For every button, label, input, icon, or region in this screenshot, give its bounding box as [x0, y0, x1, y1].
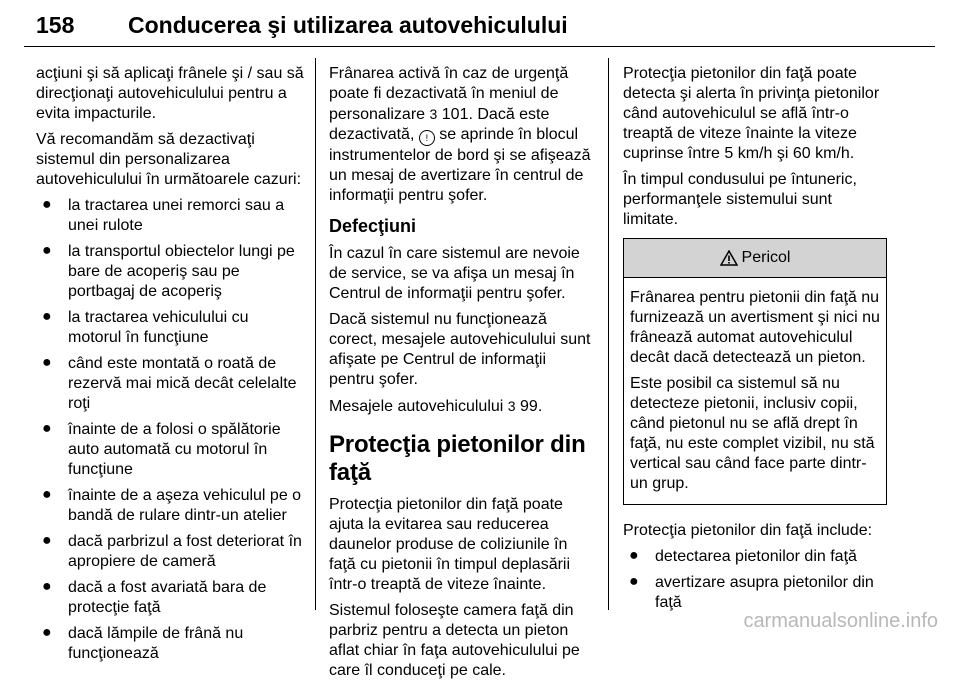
paragraph: Este posibil ca sistemul să nu detecteze pietonii, inclusiv copii, când pietonul nu se află drept în faţă, nu este complet vizibil, nu stă vertical sau când face parte dintr-un grup.	[630, 375, 875, 492]
page-header	[24, 6, 935, 47]
paragraph: Protecţia pietonilor din faţă poate ajuta la evitarea sau reducerea daunelor produse de coliziunile în faţă cu pietonii în timpul deplasării într-o treaptă de viteze înainte.	[329, 496, 571, 593]
danger-title: Pericol	[741, 249, 791, 266]
paragraph: Sistemul foloseşte camera faţă din parbriz pentru a detecta un pieton aflat chiar în faţa autovehiculului pe care îl conduceţi pe cale.	[329, 602, 580, 679]
paragraph: Protecţia pietonilor din faţă poate detecta şi alerta în privinţa pietonilor când autovehiculul se află într-o treaptă de viteze înainte la viteze cuprinse între 5 km/h şi 60 km/h.	[623, 65, 880, 162]
page-reference-icon: 3	[429, 106, 438, 122]
page-reference-icon: 3	[507, 398, 516, 414]
column-3	[623, 64, 887, 619]
page-title: Conducerea şi utilizarea autovehiculului	[128, 12, 568, 38]
list-item: ● înainte de a folosi o spălătorie auto automată cu motorul în funcţiune	[42, 420, 281, 478]
bullet-icon: ●	[42, 308, 52, 325]
paragraph: Frânarea pentru pietonii din faţă nu furnizează un avertisment şi nici nu frânează automat autovehiculul decât dacă detectează un pieton.	[630, 289, 880, 366]
bullet-icon: ●	[42, 486, 52, 503]
column-divider	[608, 58, 609, 610]
list-item: ● la tractarea unei remorci sau a unei rulote	[42, 196, 285, 234]
page-number: 158	[36, 12, 75, 38]
page-reference[interactable]: 99	[520, 398, 538, 415]
page-reference[interactable]: 101	[441, 106, 469, 123]
brake-warning-icon: !	[419, 130, 435, 146]
subheading-defecte: Defecţiuni	[329, 216, 417, 236]
bullet-icon: ●	[42, 532, 52, 549]
bullet-icon: ●	[42, 624, 52, 641]
bullet-list	[36, 196, 304, 664]
warning-triangle-icon	[720, 250, 738, 266]
bullet-list	[623, 547, 887, 613]
paragraph: Frânarea activă în caz de urgenţă poate fi dezactivată în meniul de personalizare 3 101. Dacă este dezactivată, ! se aprinde în blocul instrumentelor de bord şi se afişează un mesaj de avertizare în centrul de informaţii pentru şofer.	[329, 65, 591, 204]
bullet-icon: ●	[42, 242, 52, 259]
paragraph: Mesajele autovehiculului 3 99.	[329, 398, 543, 415]
list-item: ● la transportul obiectelor lungi pe bare de acoperiş sau pe portbagaj de acoperiş	[42, 242, 295, 300]
list-item: ● dacă parbrizul a fost deteriorat în apropiere de cameră	[42, 532, 302, 570]
bullet-icon: ●	[42, 196, 52, 213]
column-divider	[315, 58, 316, 610]
list-item: ● dacă lămpile de frână nu funcţionează	[42, 624, 244, 662]
danger-body	[624, 278, 886, 504]
paragraph: Dacă sistemul nu funcţionează corect, mesajele autovehiculului sunt afişate pe Centrul de informaţii pentru şofer.	[329, 311, 591, 388]
column-2	[329, 64, 591, 687]
list-item: ● dacă a fost avariată bara de protecţie faţă	[42, 578, 267, 616]
list-item: ● detectarea pietonilor din faţă	[629, 547, 857, 565]
paragraph: Protecţia pietonilor din faţă include:	[623, 522, 873, 539]
list-item: ● avertizare asupra pietonilor din faţă	[629, 573, 874, 611]
column-1	[36, 64, 304, 670]
bullet-icon: ●	[629, 547, 639, 564]
bullet-icon: ●	[42, 420, 52, 437]
bullet-icon: ●	[42, 578, 52, 595]
list-item: ● când este montată o roată de rezervă mai mică decât celelalte roţi	[42, 354, 297, 412]
paragraph: În cazul în care sistemul are nevoie de service, se va afişa un mesaj în Centrul de informaţii pentru şofer.	[329, 245, 580, 302]
watermark: carmanualsonline.info	[743, 610, 938, 632]
list-item: ● înainte de a aşeza vehiculul pe o bandă de rulare dintr-un atelier	[42, 486, 302, 524]
paragraph: acţiuni şi să aplicaţi frânele şi / sau să direcţionaţi autovehiculului pentru a evita impacturile.	[36, 65, 304, 122]
bullet-icon: ●	[42, 354, 52, 371]
danger-box	[623, 238, 887, 505]
paragraph: Vă recomandăm să dezactivaţi sistemul din personalizarea autovehiculului în următoarele cazuri:	[36, 131, 302, 188]
list-item: ● la tractarea vehiculului cu motorul în funcţiune	[42, 308, 249, 346]
section-heading: Protecţia pietonilor din faţă	[329, 431, 586, 486]
bullet-icon: ●	[629, 573, 639, 590]
paragraph: În timpul condusului pe întuneric, performanţele sistemului sunt limitate.	[623, 171, 857, 228]
danger-header	[624, 239, 886, 278]
